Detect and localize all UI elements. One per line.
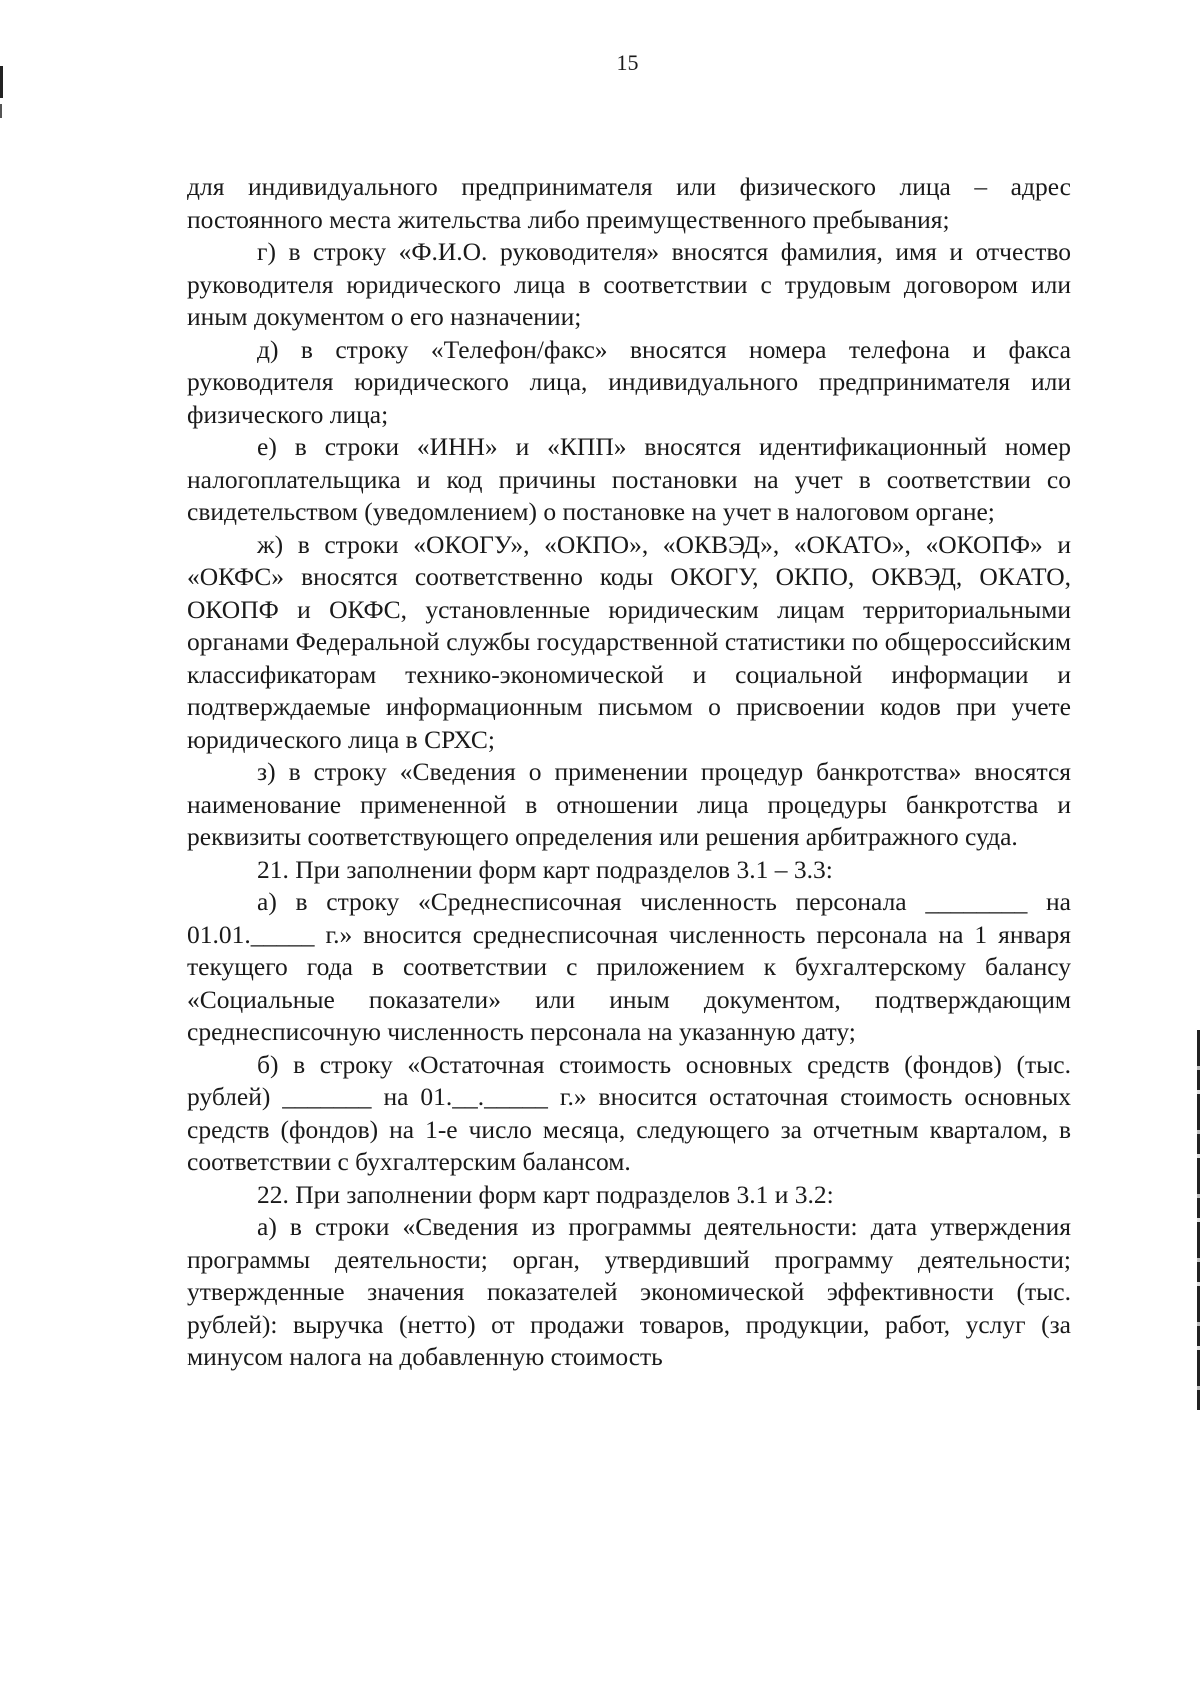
page-number: 15 [616, 50, 639, 75]
paragraph: г) в строку «Ф.И.О. руководителя» вносятся фамилия, имя и отчество руководителя юридического лица в соответствии с трудовым договором или иным документом о его назначении; [187, 237, 1071, 331]
paragraph: а) в строки «Сведения из программы деятельности: дата утверждения программы деятельности; орган, утвердивший программу деятельности; утвержденные значения показателей экономической эффективности (тыс. рублей): выручка (нетто) от продажи товаров, продукции, работ, услуг (за минусом налога на добавленную стоимость [187, 1212, 1071, 1371]
scan-edge-mark [0, 104, 2, 118]
paragraph: е) в строки «ИНН» и «КПП» вносятся идентификационный номер налогоплательщика и код причины постановки на учет в соответствии со свидетельством (уведомлением) о постановке на учет в налоговом органе; [187, 432, 1071, 526]
paragraph: д) в строку «Телефон/факс» вносятся номера телефона и факса руководителя юридического лица, индивидуального предпринимателя или физического лица; [187, 334, 1071, 429]
paragraph: для индивидуального предпринимателя или физического лица – адрес постоянного места жительства либо преимущественного пребывания; [187, 172, 1071, 234]
paragraph: б) в строку «Остаточная стоимость основных средств (фондов) (тыс. рублей) _______ на 01.__._____ г.» вносится остаточная стоимость основных средств (фондов) на 1-е число месяца, следующего за отчетным кварталом, в соответствии с бухгалтерским балансом. [187, 1049, 1071, 1176]
document-body [187, 171, 1071, 1374]
paragraph: з) в строку «Сведения о применении процедур банкротства» вносятся наименование примененной в отношении лица процедуры банкротства и реквизиты соответствующего определения или решения арбитражного суда. [187, 757, 1071, 851]
paragraph: 22. При заполнении форм карт подразделов 3.1 и 3.2: [257, 1179, 834, 1209]
paragraph: ж) в строки «ОКОГУ», «ОКПО», «ОКВЭД», «ОКАТО», «ОКОПФ» и «ОКФС» вносятся соответственно коды ОКОГУ, ОКПО, ОКВЭД, ОКАТО, ОКОПФ и ОКФС, установленные юридическим лицам территориальными органами Федеральной службы государственной статистики по общероссийским классификаторам технико-экономической и социальной информации и подтверждаемые информационным письмом о присвоении кодов при учете юридического лица в СРХС; [187, 529, 1071, 754]
paragraph: 21. При заполнении форм карт подразделов 3.1 – 3.3: [257, 854, 833, 884]
paragraph: а) в строку «Среднесписочная численность персонала ________ на 01.01._____ г.» вносится среднесписочная численность персонала на 1 января текущего года в соответствии с приложением к бухгалтерскому балансу «Социальные показатели» или иным документом, подтверждающим среднесписочную численность персонала на указанную дату; [187, 887, 1071, 1046]
